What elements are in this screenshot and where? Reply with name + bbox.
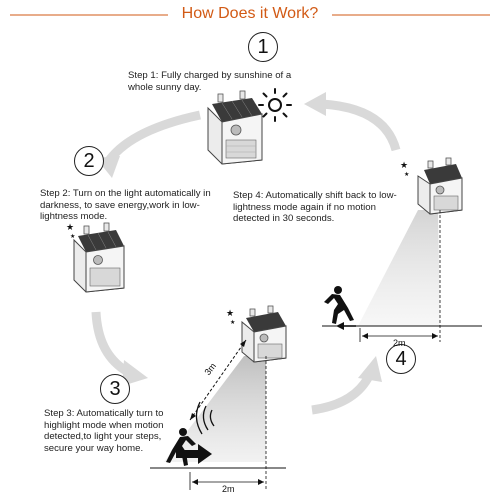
svg-text:★: ★	[400, 161, 409, 171]
step-4-text: Step 4: Automatically shift back to low-lightness mode again if no motion detected in 30 seconds.	[233, 190, 397, 225]
cycle-arrow-3-to-4	[312, 356, 382, 410]
step-number-3: 3	[100, 374, 130, 404]
cycle-arrow-4-to-1	[304, 92, 396, 150]
distance-2m-label-step4: 2m	[393, 338, 406, 348]
sun-icon	[259, 89, 291, 121]
cycle-arrow-1-to-2	[96, 115, 200, 178]
solar-lamp-step4	[418, 158, 462, 214]
step-3-text: Step 3: Automatically turn to highlight mode when motion detected,to light your steps, secure your way home.	[44, 408, 164, 454]
svg-text:★: ★	[404, 171, 410, 178]
light-beam-step4	[358, 210, 440, 326]
step-number-2: 2	[74, 146, 104, 176]
step-1-text: Step 1: Fully charged by sunshine of a whole sunny day.	[128, 70, 292, 93]
svg-text:★: ★	[66, 223, 75, 233]
moon-stars-icon	[54, 223, 75, 240]
step-number-4: 4	[386, 344, 416, 374]
solar-lamp-step2	[74, 223, 124, 292]
svg-text:★: ★	[226, 309, 235, 319]
page-title: How Does it Work?	[181, 5, 319, 22]
solar-lamp-step3	[242, 306, 286, 362]
svg-text:★: ★	[230, 319, 236, 326]
svg-text:★: ★	[70, 233, 76, 240]
moon-stars-icon	[214, 309, 235, 326]
step-2-text: Step 2: Turn on the light automatically in darkness, to save energy,work in low-lightness mode.	[40, 188, 211, 223]
distance-2m-label-step3: 2m	[222, 484, 235, 494]
solar-lamp-step1	[208, 91, 262, 164]
step-number-1: 1	[248, 32, 278, 62]
moon-stars-icon	[388, 161, 409, 178]
running-person-icon	[324, 286, 354, 324]
distance-3m-label: 3m	[202, 360, 219, 378]
